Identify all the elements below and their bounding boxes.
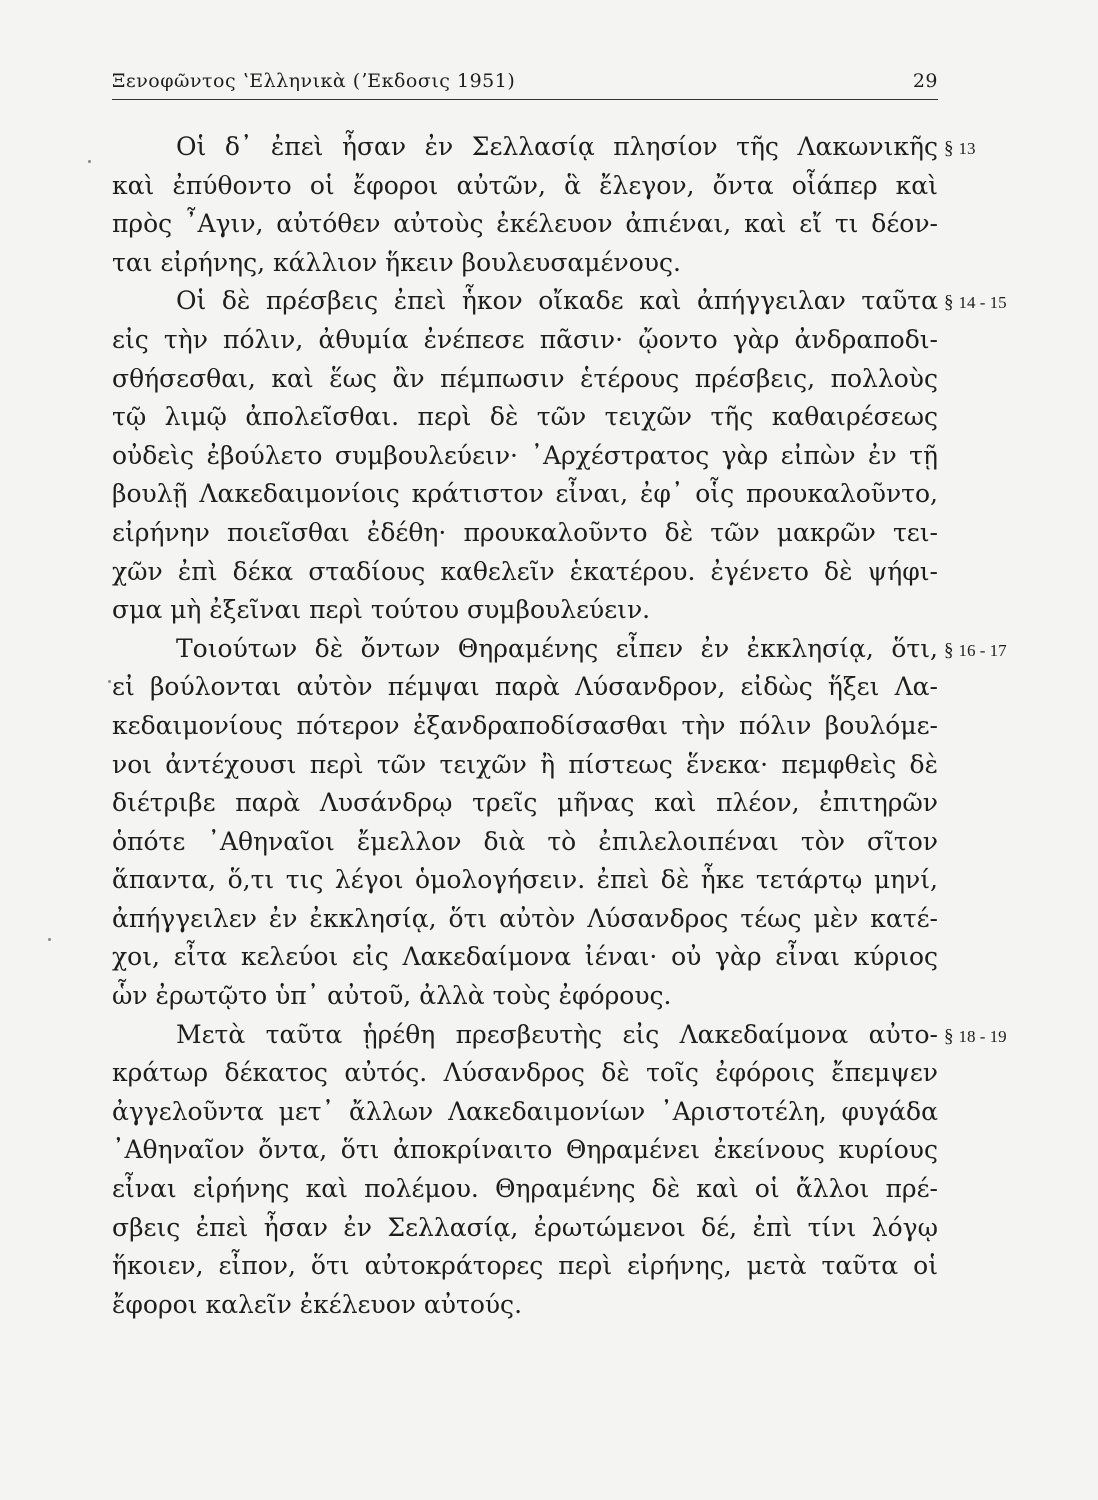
scan-speck	[48, 938, 51, 941]
section-number: 13	[958, 139, 976, 158]
text-line: ᾿Αθηναῖον ὄντα, ὅτι ἀποκρίναιτο Θηραμένει ἐκείνους κυρίους	[112, 1135, 938, 1165]
text-line: Οἱ δ᾽ ἐπεὶ ἦσαν ἐν Σελλασίᾳ πλησίον τῆς Λακωνικῆς	[176, 132, 938, 161]
text-line: νοι ἀντέχουσι περὶ τῶν τειχῶν ἢ πίστεως ἕνεκα· πεμφθεὶς δὲ	[112, 749, 938, 779]
text-line: εἰς τὴν πόλιν, ἀθυμία ἐνέπεσε πᾶσιν· ᾤοντο γὰρ ἀνδραποδι-	[112, 324, 938, 354]
scan-speck	[88, 160, 91, 163]
text-line: σθήσεσθαι, καὶ ἕως ἂν πέμπωσιν ἑτέρους πρέσβεις, πολλοὺς	[112, 363, 938, 393]
text-line: ὁπότε ᾿Αθηναῖοι ἔμελλον διὰ τὸ ἐπιλελοιπέναι τὸν σῖτον	[112, 826, 938, 856]
text-line: κράτωρ δέκατος αὐτός. Λύσανδρος δὲ τοῖς ἐφόροις ἔπεμψεν	[112, 1058, 938, 1088]
section-reference	[944, 292, 1007, 314]
text-line: χοι, εἶτα κελεύοι εἰς Λακεδαίμονα ἰέναι· οὐ γὰρ εἶναι κύριος	[112, 942, 938, 972]
scan-speck	[108, 680, 111, 683]
section-reference	[944, 1026, 1007, 1048]
text-line: ἥκοιεν, εἶπον, ὅτι αὐτοκράτορες περὶ εἰρήνης, μετὰ ταῦτα οἱ	[112, 1251, 938, 1281]
section-number: 18 - 19	[958, 1026, 1007, 1046]
text-line: εἰρήνην ποιεῖσθαι ἐδέθη· προυκαλοῦντο δὲ τῶν μακρῶν τει-	[112, 517, 938, 547]
paragraph	[112, 128, 938, 282]
text-line: σβεις ἐπεὶ ἦσαν ἐν Σελλασίᾳ, ἐρωτώμενοι δέ, ἐπὶ τίνι λόγῳ	[112, 1212, 938, 1242]
text-line: τῷ λιμῷ ἀπολεῖσθαι. περὶ δὲ τῶν τειχῶν τῆς καθαιρέσεως	[112, 402, 938, 432]
text-line: σμα μὴ ἐξεῖναι περὶ τούτου συμβουλεύειν.	[112, 595, 651, 625]
text-line: χῶν ἐπὶ δέκα σταδίους καθελεῖν ἑκατέρου. ἐγένετο δὲ ψήφι-	[112, 556, 938, 586]
text-line: Μετὰ ταῦτα ᾑρέθη πρεσβευτὴς εἰς Λακεδαίμονα αὐτο-	[176, 1019, 938, 1049]
text-line: εἰ βούλονται αὐτὸν πέμψαι παρὰ Λύσανδρον, εἰδὼς ἥξει Λα-	[112, 672, 938, 702]
paragraph	[112, 630, 938, 1016]
text-line: ἅπαντα, ὅ,τι τις λέγοι ὁμολογήσειν. ἐπεὶ δὲ ἧκε τετάρτῳ μηνί,	[112, 865, 938, 895]
section-reference	[944, 138, 976, 160]
section-symbol: §	[944, 292, 954, 314]
page-number: 29	[912, 70, 938, 92]
header-rule	[112, 99, 938, 100]
text-line: βουλῇ Λακεδαιμονίοις κράτιστον εἶναι, ἐφ᾽ οἷς προυκαλοῦντο,	[112, 479, 938, 509]
text-line: ἀγγελοῦντα μετ᾽ ἄλλων Λακεδαιμονίων ᾿Αριστοτέλη, φυγάδα	[112, 1096, 938, 1126]
text-line: οὐδεὶς ἐβούλετο συμβουλεύειν· ᾿Αρχέστρατος γὰρ εἰπὼν ἐν τῇ	[112, 440, 938, 470]
text-line: ἔφοροι καλεῖν ἐκέλευον αὐτούς.	[112, 1289, 523, 1319]
text-line: ἀπήγγειλεν ἐν ἐκκλησίᾳ, ὅτι αὐτὸν Λύσανδρος τέως μὲν κατέ-	[112, 903, 938, 933]
text-line: εἶναι εἰρήνης καὶ πολέμου. Θηραμένης δὲ καὶ οἱ ἄλλοι πρέ-	[112, 1174, 938, 1204]
text-line: κεδαιμονίους πότερον ἐξανδραποδίσασθαι τὴν πόλιν βουλόμε-	[112, 710, 938, 740]
section-symbol: §	[944, 1025, 954, 1047]
text-line: διέτριβε παρὰ Λυσάνδρῳ τρεῖς μῆνας καὶ πλέον, ἐπιτηρῶν	[112, 788, 938, 818]
main-text	[112, 128, 938, 1324]
paragraph	[112, 282, 938, 629]
section-number: 14 - 15	[958, 293, 1007, 313]
section-symbol: §	[944, 639, 954, 661]
text-line: ὧν ἐρωτῷτο ὑπ᾽ αὐτοῦ, ἀλλὰ τοὺς ἐφόρους.	[112, 981, 672, 1011]
text-line: ται εἰρήνης, κάλλιον ἥκειν βουλευσαμένους.	[112, 247, 681, 277]
section-number: 16 - 17	[958, 640, 1007, 660]
section-symbol: §	[944, 138, 954, 159]
text-line: Τοιούτων δὲ ὄντων Θηραμένης εἶπεν ἐν ἐκκλησίᾳ, ὅτι,	[176, 633, 938, 663]
paragraph	[112, 1016, 938, 1325]
section-reference	[944, 640, 1007, 662]
running-header	[112, 70, 938, 100]
text-line: πρὸς ῏Αγιν, αὐτόθεν αὐτοὺς ἐκέλευον ἀπιέναι, καὶ εἴ τι δέον-	[112, 209, 938, 239]
text-line: Οἱ δὲ πρέσβεις ἐπεὶ ἧκον οἴκαδε καὶ ἀπήγγειλαν ταῦτα	[176, 286, 938, 316]
running-title: Ξενοφῶντος ʽΕλληνικὰ (ʼΕκδοσις 1951)	[112, 70, 516, 92]
text-line: καὶ ἐπύθοντο οἱ ἔφοροι αὐτῶν, ἃ ἔλεγον, ὄντα οἷάπερ καὶ	[112, 170, 938, 200]
